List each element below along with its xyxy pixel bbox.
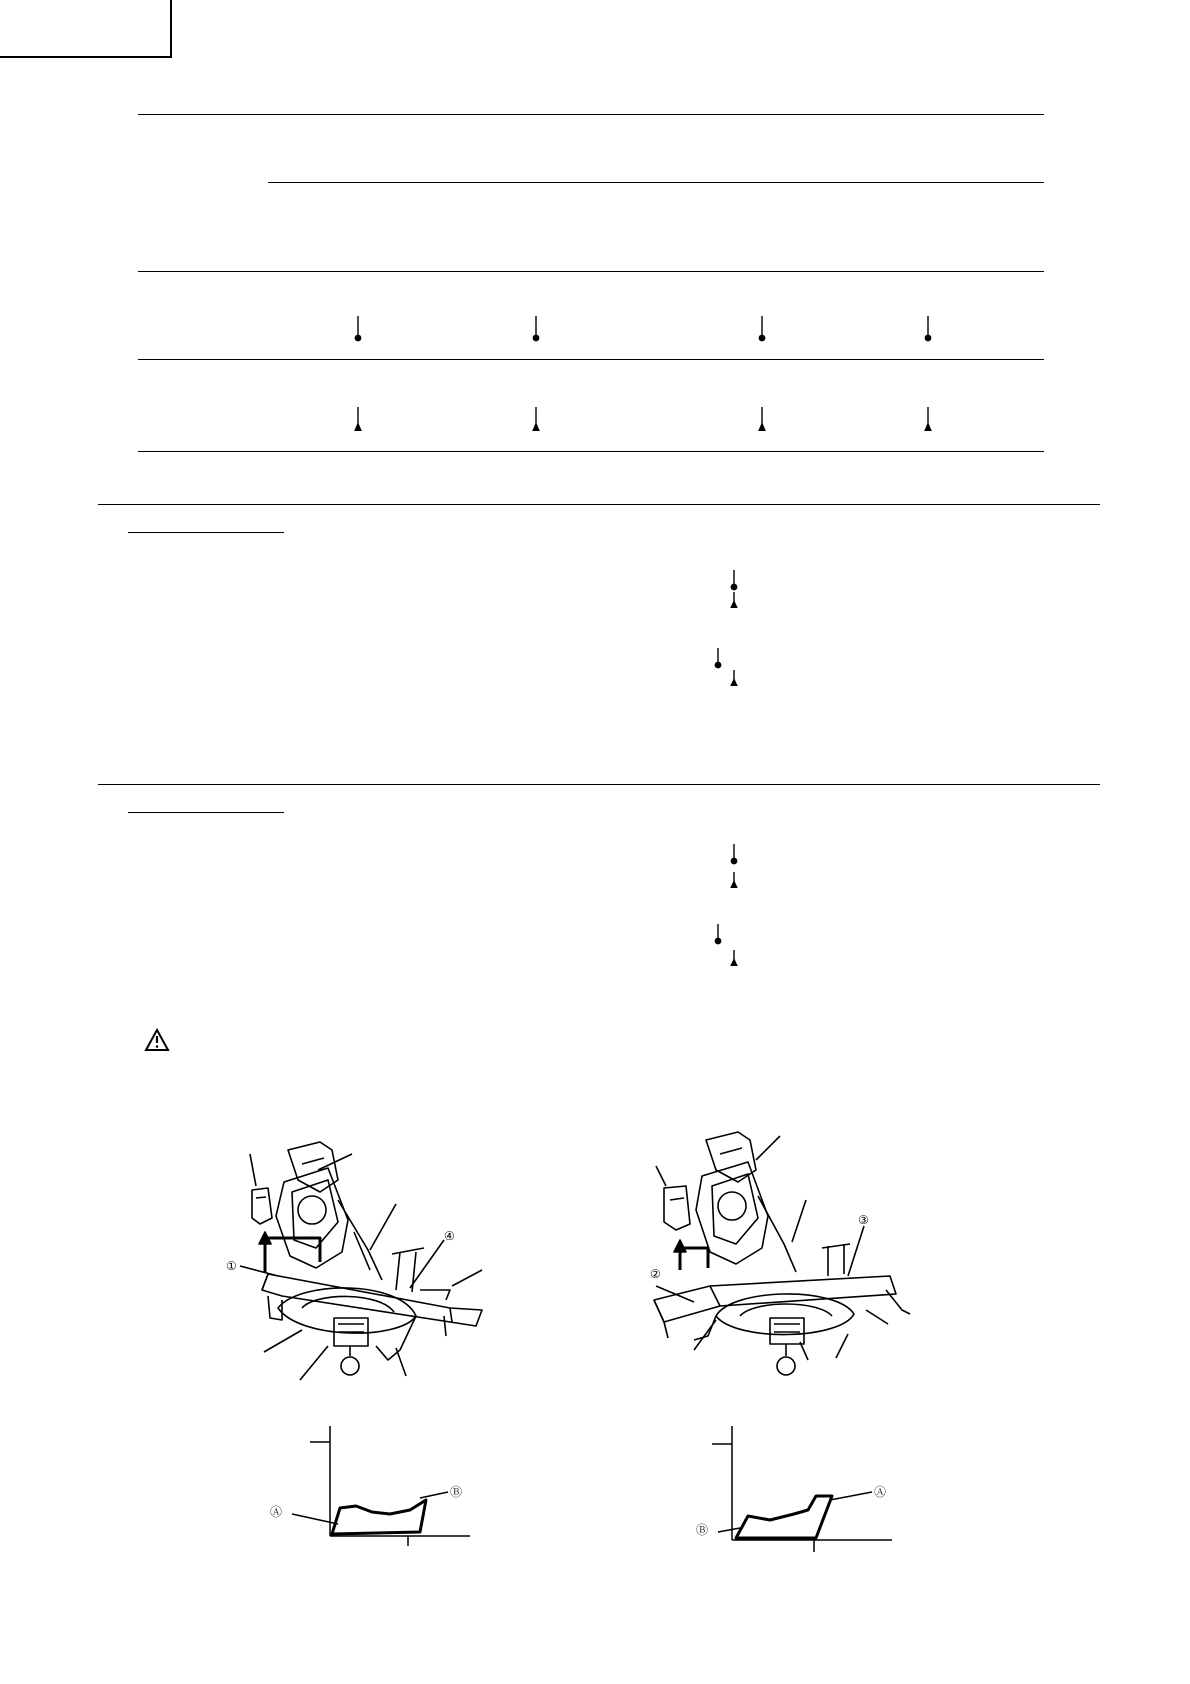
triangle-marker (728, 592, 740, 620)
triangle-marker (728, 872, 740, 900)
label-b: Ⓑ (450, 1485, 463, 1499)
triangle-marker (728, 950, 740, 978)
circle-marker (712, 924, 724, 952)
table-rule-2 (138, 271, 1044, 272)
label-b: Ⓑ (696, 1523, 709, 1537)
table-rule-bottom (138, 451, 1044, 452)
circle-marker (712, 648, 724, 676)
table-rule-sub (268, 182, 1044, 183)
triangle-marker (922, 407, 934, 435)
callout-4: ④ (444, 1229, 455, 1243)
left-saw-figure (220, 1140, 510, 1380)
callout-3: ③ (858, 1213, 869, 1227)
table-rule-top (138, 114, 1044, 115)
triangle-marker (728, 670, 740, 698)
left-profile-diagram (270, 1420, 490, 1550)
triangle-marker (756, 407, 768, 435)
circle-marker (352, 316, 364, 344)
section-1-heading-underline (128, 532, 284, 533)
corner-tab (0, 0, 172, 58)
right-saw-figure (650, 1130, 950, 1380)
circle-marker (728, 844, 740, 872)
label-a: Ⓐ (874, 1485, 887, 1499)
section-1-rule (98, 504, 1100, 505)
callout-2: ② (650, 1267, 661, 1281)
circle-marker (756, 316, 768, 344)
section-2-heading-underline (128, 812, 284, 813)
circle-marker (530, 316, 542, 344)
right-profile-diagram (696, 1420, 916, 1560)
table-rule-3 (138, 359, 1044, 360)
label-a: Ⓐ (270, 1505, 283, 1519)
triangle-marker (530, 407, 542, 435)
triangle-marker (352, 407, 364, 435)
section-2-rule (98, 784, 1100, 785)
callout-1: ① (226, 1259, 237, 1273)
warning-triangle-icon (144, 1028, 170, 1052)
circle-marker (922, 316, 934, 344)
